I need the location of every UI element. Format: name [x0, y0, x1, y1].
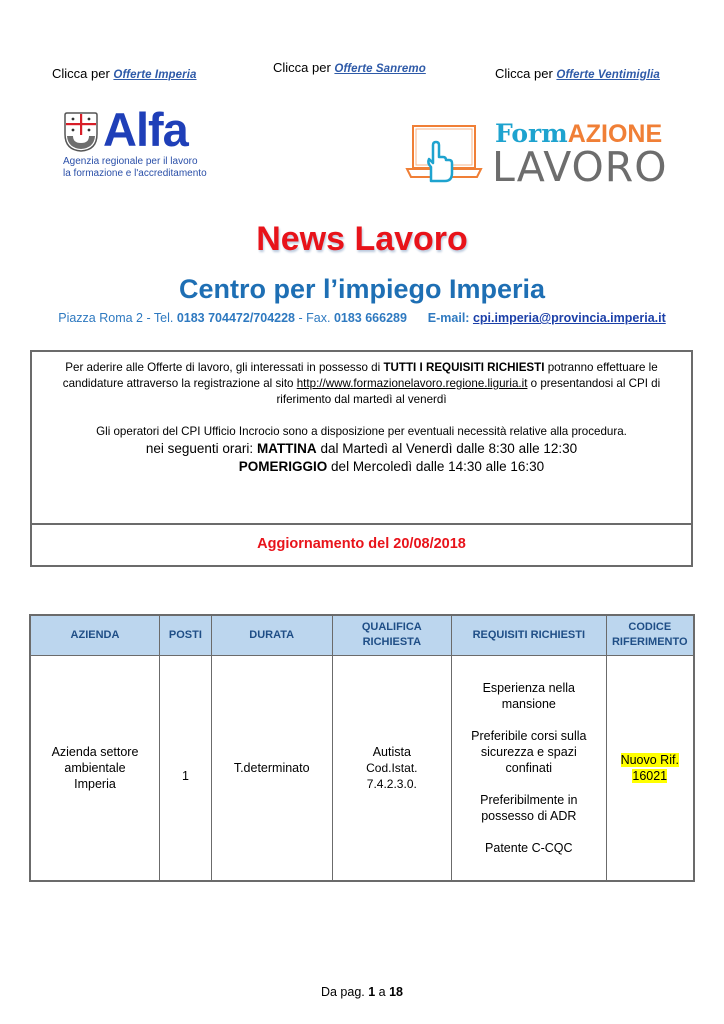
pomeriggio-label: POMERIGGIO — [238, 459, 328, 474]
info-text: o presentandosi al CPI di riferimento dal martedì al venerdì — [276, 377, 661, 406]
link-group-ventimiglia — [495, 66, 660, 81]
link-prefix: Clicca per — [52, 66, 110, 81]
fax-number: 0183 666289 — [333, 311, 407, 325]
info-box — [30, 350, 693, 567]
info-paragraph-1 — [38, 360, 685, 408]
table-header-row — [30, 615, 694, 655]
cell-azienda — [30, 655, 159, 881]
reference-code-label: Nuovo Rif. — [620, 752, 679, 767]
cell-requisiti — [452, 655, 606, 881]
liguria-shield-icon — [63, 112, 99, 152]
col-header-azienda: AZIENDA — [30, 615, 159, 655]
hours-morning — [38, 440, 685, 458]
cell-qualifica — [332, 655, 452, 881]
fax-label: - Fax. — [298, 311, 331, 325]
cell-line: confinati — [505, 760, 553, 775]
footer-prefix: Da pag. — [320, 985, 365, 999]
address-text: Piazza Roma 2 - Tel. — [58, 311, 174, 325]
footer-sep: a — [378, 985, 386, 999]
offerte-ventimiglia-link[interactable]: Offerte Ventimiglia — [556, 69, 660, 81]
alfa-logo — [63, 103, 233, 192]
link-group-sanremo — [273, 60, 426, 75]
info-text: potranno effettuare le candidature attraverso la registrazione al sito — [62, 361, 658, 390]
azione-text: AZIONE — [567, 120, 663, 148]
hours-afternoon — [38, 458, 685, 476]
requirements-emphasis: TUTTI I REQUISITI RICHIESTI — [383, 361, 545, 374]
update-date: Aggiornamento del 20/08/2018 — [257, 536, 466, 552]
total-pages: 18 — [389, 985, 404, 999]
cell-line: 7.4.2.3.0. — [366, 776, 417, 791]
email-link[interactable]: cpi.imperia@provincia.imperia.it — [472, 311, 666, 325]
alfa-subtitle — [63, 156, 207, 180]
cell-line: Patente C-CQC — [485, 840, 573, 855]
link-prefix: Clicca per — [495, 66, 553, 81]
page-footer — [0, 985, 724, 999]
page-subtitle: Centro per l’impiego Imperia — [178, 274, 546, 304]
cell-line: ambientale — [64, 760, 126, 775]
alfa-subtitle-line1: Agenzia regionale per il lavoro — [63, 156, 198, 167]
mattina-hours: dal Martedì al Venerdì dalle 8:30 alle 12:30 — [316, 441, 578, 456]
offerte-imperia-link[interactable]: Offerte Imperia — [113, 69, 197, 81]
col-header-durata: DURATA — [211, 615, 332, 655]
link-prefix: Clicca per — [273, 60, 331, 75]
cell-text: 1 — [181, 768, 189, 783]
info-paragraph-2: Gli operatori del CPI Ufficio Incrocio sono a disposizione per eventuali necessità relative alla procedura. — [96, 425, 627, 438]
table-row — [30, 655, 694, 881]
cell-line: Cod.Istat. — [366, 760, 418, 775]
cell-line: possesso di ADR — [481, 808, 577, 823]
cell-line: Autista — [372, 744, 411, 759]
cell-line: Azienda settore — [51, 744, 139, 759]
formazione-lavoro-logo — [400, 115, 668, 191]
reference-code: 16021 — [632, 768, 668, 783]
info-text: Per aderire alle Offerte di lavoro, gli interessati in possesso di — [65, 361, 384, 374]
cell-posti — [159, 655, 211, 881]
email-label: E-mail: — [427, 311, 470, 325]
cell-line: Preferibilmente in — [480, 792, 578, 807]
cell-line: mansione — [501, 696, 556, 711]
hours-prefix: nei seguenti orari: — [145, 441, 257, 456]
job-offers-table — [29, 614, 695, 882]
formazione-lavoro-site-link[interactable]: http://www.formazionelavoro.regione.liguria.it — [296, 377, 528, 390]
header-line: CODICE — [628, 621, 672, 634]
alfa-wordmark: Alfa — [103, 103, 188, 156]
header-line: RICHIESTA — [362, 636, 422, 649]
col-header-codice — [606, 615, 694, 655]
col-header-qualifica — [332, 615, 452, 655]
cell-durata — [211, 655, 332, 881]
col-header-requisiti: REQUISITI RICHIESTI — [452, 615, 606, 655]
header-line: QUALIFICA — [361, 621, 422, 634]
page-title: News Lavoro — [256, 220, 468, 258]
cell-line: Imperia — [74, 776, 116, 791]
cell-codice — [606, 655, 694, 881]
info-instructions — [32, 352, 691, 525]
laptop-touch-icon — [405, 123, 485, 183]
alfa-subtitle-line2: la formazione e l'accreditamento — [63, 168, 207, 179]
offer-links-row — [0, 58, 724, 88]
current-page: 1 — [368, 985, 376, 999]
col-header-posti: POSTI — [159, 615, 211, 655]
pomeriggio-hours: del Mercoledì dalle 14:30 alle 16:30 — [327, 459, 545, 474]
cell-line: Esperienza nella — [482, 680, 575, 695]
lavoro-wordmark: LAVORO — [492, 143, 668, 191]
phone-number: 0183 704472/704228 — [176, 311, 296, 325]
cell-line: Preferibile corsi sulla — [471, 728, 587, 743]
form-text: Form — [495, 119, 568, 148]
link-group-imperia — [52, 66, 197, 81]
cell-line: sicurezza e spazi — [480, 744, 577, 759]
contact-line — [0, 311, 724, 325]
cell-text: T.determinato — [233, 760, 310, 775]
offerte-sanremo-link[interactable]: Offerte Sanremo — [334, 63, 426, 75]
mattina-label: MATTINA — [256, 441, 317, 456]
header-line: RIFERIMENTO — [611, 636, 688, 649]
